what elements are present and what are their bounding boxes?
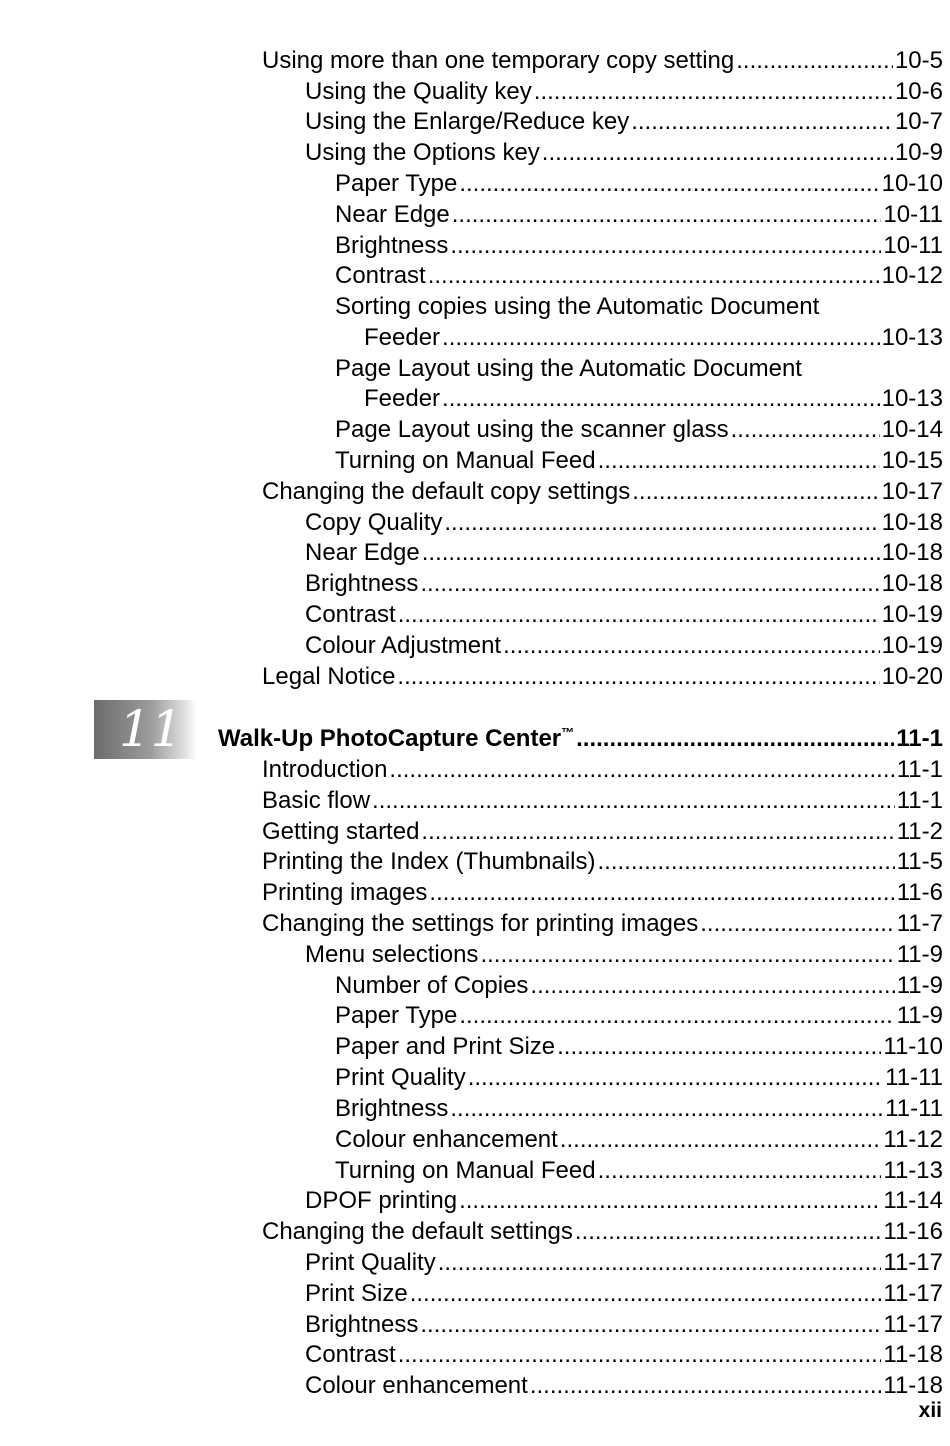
toc-entry[interactable] [305,1186,943,1216]
toc-entry-page: 10-11 [883,201,943,228]
dot-leader [480,940,894,970]
toc-entry[interactable] [262,755,943,785]
toc-entry-page: 11-10 [883,1033,943,1060]
toc-entry-page: 10-7 [894,108,943,135]
toc-entry[interactable] [335,200,943,230]
toc-entry-title: Using the Options key [305,139,540,166]
dot-leader [398,1340,882,1370]
toc-entry-wrapped[interactable] [335,354,943,384]
toc-entry-title: Using more than one temporary copy setting [262,47,735,74]
toc-entry-title: Print Quality [335,1064,466,1091]
toc-entry[interactable] [305,508,943,538]
chapter-title [218,724,574,754]
toc-entry[interactable] [305,538,943,568]
toc-entry-page: 11-13 [883,1157,943,1184]
toc-entry-page: 10-11 [883,232,943,259]
toc-entry-page: 10-19 [881,632,943,659]
dot-leader [429,878,894,908]
toc-entry-page: 10-10 [881,170,943,197]
toc-entry-title: Page Layout using the Automatic Document [335,355,802,382]
toc-entry-title: Paper and Print Size [335,1033,556,1060]
toc-entry[interactable] [335,971,943,1001]
toc-entry[interactable] [305,107,943,137]
dot-leader [575,1217,882,1247]
toc-entry[interactable] [335,231,943,261]
toc-entry-title: Copy Quality [305,509,443,536]
toc-entry-page: 11-1 [896,756,943,783]
toc-entry[interactable] [305,1279,943,1309]
toc-entry-page: 11-17 [883,1249,943,1276]
dot-leader [632,477,879,507]
toc-entry-page: 10-13 [881,324,943,351]
toc-entry-page: 11-9 [896,941,943,968]
toc-entry-title: Changing the default copy settings [262,478,631,505]
toc-entry[interactable] [305,1310,943,1340]
dot-leader [557,1032,881,1062]
toc-entry-page: 11-11 [885,1064,943,1091]
toc-entry-page: 11-2 [896,818,943,845]
dot-leader [534,77,893,107]
toc-entry-page: 11-11 [885,1095,943,1122]
dot-leader [542,138,893,168]
toc-entry-title: Contrast [305,601,396,628]
toc-entry-title: Turning on Manual Feed [335,1157,596,1184]
toc-entry-title: Feeder [364,324,441,351]
toc-entry-title: DPOF printing [305,1187,458,1214]
dot-leader [598,446,880,476]
toc-entry-page: 10-13 [881,385,943,412]
dot-leader [576,724,894,754]
dot-leader [700,909,894,939]
dot-leader [736,46,893,76]
toc-entry[interactable] [305,1340,943,1370]
toc-entry[interactable] [305,631,943,661]
toc-entry-title: Print Quality [305,1249,436,1276]
dot-leader [420,1310,881,1340]
toc-entry-title: Printing images [262,879,428,906]
toc-entry-page: 10-20 [881,663,943,690]
toc-entry-title: Colour enhancement [335,1126,558,1153]
dot-leader [442,384,880,414]
toc-entry-page: 11-18 [883,1372,943,1399]
toc-entry-page: 11-9 [896,972,943,999]
toc-entry-title: Paper Type [335,1002,458,1029]
toc-entry-title: Printing the Index (Thumbnails) [262,848,596,875]
toc-entry[interactable] [335,1125,943,1155]
toc-entry-page: 11-18 [883,1341,943,1368]
dot-leader [398,600,880,630]
toc-entry-title: Getting started [262,818,420,845]
dot-leader [598,1156,882,1186]
toc-entry-page: 11-16 [883,1218,943,1245]
toc-entry-title: Menu selections [305,941,479,968]
toc-entry[interactable] [335,1063,943,1093]
toc-entry-wrapped[interactable] [335,292,943,322]
toc-entry-title: Page Layout using the scanner glass [335,416,729,443]
toc-entry-title: Sorting copies using the Automatic Document [335,293,820,320]
toc-entry-page: 10-19 [881,601,943,628]
toc-entry[interactable] [335,1094,943,1124]
dot-leader [631,107,893,137]
dot-leader [421,817,894,847]
toc-entry[interactable] [262,909,943,939]
toc-entry-title: Number of Copies [335,972,529,999]
toc-entry-page: 11-5 [896,848,943,875]
dot-leader [459,1186,881,1216]
toc-entry[interactable] [262,878,943,908]
toc-entry-page: 10-12 [881,262,943,289]
toc-entry-page: 10-18 [881,570,943,597]
toc-entry-title: Contrast [335,262,426,289]
toc-entry[interactable] [305,569,943,599]
dot-leader [450,231,881,261]
toc-entry[interactable] [305,940,943,970]
dot-leader [372,786,895,816]
dot-leader [598,847,895,877]
toc-entry-page: 10-18 [881,539,943,566]
toc-entry[interactable] [335,169,943,199]
dot-leader [530,1371,882,1401]
toc-entry[interactable] [262,46,943,76]
dot-leader [452,200,882,230]
dot-leader [410,1279,882,1309]
dot-leader [397,662,879,692]
toc-entry-title: Print Size [305,1280,408,1307]
toc-entry-page: 10-6 [894,78,943,105]
toc-entry[interactable] [262,817,943,847]
toc-entry[interactable] [335,1156,943,1186]
toc-entry-page: 11-6 [896,879,943,906]
dot-leader [459,1001,894,1031]
chapter-title-text: Walk-Up PhotoCapture Center [218,725,562,752]
dot-leader [420,569,879,599]
dot-leader [450,1094,883,1124]
toc-entry-page: 11-1 [896,787,943,814]
toc-entry-title: Using the Quality key [305,78,532,105]
toc-entry-title: Feeder [364,385,441,412]
toc-entry[interactable] [305,77,943,107]
dot-leader [468,1063,883,1093]
toc-entry-title: Colour Adjustment [305,632,502,659]
dot-leader [422,538,880,568]
toc-entry[interactable] [262,662,943,692]
toc-entry-title: Brightness [305,570,419,597]
dot-leader [503,631,880,661]
toc-entry[interactable] [364,323,943,353]
toc-entry-page: 11-17 [883,1311,943,1338]
dot-leader [428,261,880,291]
dot-leader [459,169,879,199]
toc-entry-title: Legal Notice [262,663,396,690]
toc-entry[interactable] [335,1001,943,1031]
trademark-symbol: ™ [561,725,575,740]
toc-entry[interactable] [262,477,943,507]
toc-entry-title: Brightness [335,1095,449,1122]
toc-entry-title: Brightness [335,232,449,259]
toc-entry[interactable] [364,384,943,414]
toc-entry-page: 10-15 [881,447,943,474]
toc-entry-page: 11-9 [896,1002,943,1029]
toc-entry-title: Turning on Manual Feed [335,447,596,474]
toc-entry[interactable] [305,600,943,630]
toc-entry[interactable] [305,1248,943,1278]
toc-entry-title: Changing the settings for printing images [262,910,699,937]
toc-entry-title: Near Edge [335,201,450,228]
toc-entry-title: Contrast [305,1341,396,1368]
toc-entry[interactable] [335,415,943,445]
dot-leader [389,755,894,785]
chapter-number: 11 [119,700,183,758]
dot-leader [444,508,879,538]
dot-leader [530,971,894,1001]
toc-entry-page: 10-9 [894,139,943,166]
toc-entry-title: Basic flow [262,787,371,814]
dot-leader [560,1125,882,1155]
toc-entry-title: Introduction [262,756,388,783]
toc-entry-page: 11-17 [883,1280,943,1307]
dot-leader [731,415,880,445]
toc-entry-title: Colour enhancement [305,1372,528,1399]
toc-entry[interactable] [335,1032,943,1062]
toc-entry[interactable] [335,446,943,476]
toc-entry-page: 10-5 [894,47,943,74]
toc-entry-page: 11-14 [883,1187,943,1214]
dot-leader [438,1248,882,1278]
toc-entry-title: Brightness [305,1311,419,1338]
toc-entry-title: Changing the default settings [262,1218,573,1245]
chapter-page: 11-1 [896,725,943,752]
toc-entry[interactable] [305,138,943,168]
toc-entry-page: 11-12 [883,1126,943,1153]
dot-leader [442,323,880,353]
toc-entry[interactable] [305,1371,943,1401]
toc-entry[interactable] [262,1217,943,1247]
toc-entry-page: 10-18 [881,509,943,536]
toc-entry-page: 11-7 [896,910,943,937]
toc-entry-title: Paper Type [335,170,458,197]
toc-entry[interactable] [262,847,943,877]
toc-entry-page: 10-17 [881,478,943,505]
toc-entry[interactable] [335,261,943,291]
toc-entry-page: 10-14 [881,416,943,443]
toc-entry-title: Using the Enlarge/Reduce key [305,108,630,135]
chapter-heading[interactable] [218,724,943,754]
toc-entry[interactable] [262,786,943,816]
toc-entry-title: Near Edge [305,539,420,566]
page-number: xii [918,1399,942,1422]
